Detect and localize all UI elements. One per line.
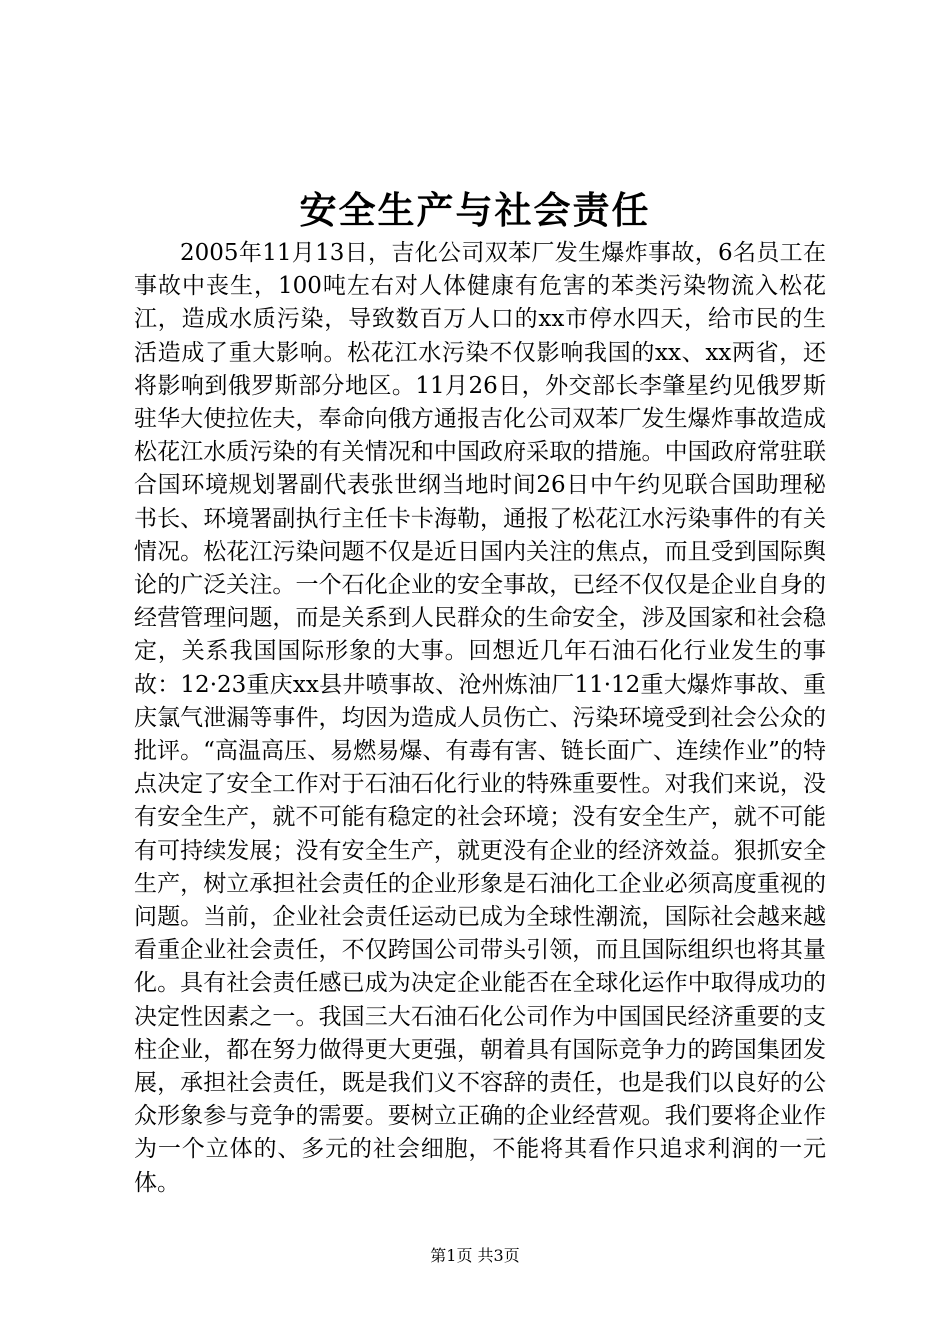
page-indicator: 第1页 共3页 [430, 1246, 520, 1265]
body-paragraph: 2005年11月13日，吉化公司双苯厂发生爆炸事故，6名员工在事故中丧生，100吨左右对人体健康有危害的苯类污染物流入松花江，造成水质污染，导致数百万人口的xx市停水四天，给市民的生活造成了重大影响。松花江水污染不仅影响我国的xx、xx两省，还将影响到俄罗斯部分地区。11月26日，外交部长李肇星约见俄罗斯驻华大使拉佐夫，奉命向俄方通报吉化公司双苯厂发生爆炸事故造成松花江水质污染的有关情况和中国政府采取的措施。中国政府常驻联合国环境规划署副代表张世纲当地时间26日中午约见联合国助理秘书长、环境署副执行主任卡卡海勒，通报了松花江水污染事件的有关情况。松花江污染问题不仅是近日国内关注的焦点，而且受到国际舆论的广泛关注。一个石化企业的安全事故，已经不仅仅是企业自身的经营管理问题，而是关系到人民群众的生命安全，涉及国家和社会稳定，关系我国国际形象的大事。回想近几年石油石化行业发生的事故：12·23重庆xx县井喷事故、沧州炼油厂11·12重大爆炸事故、重庆氯气泄漏等事件，均因为造成人员伤亡、污染环境受到社会公众的批评。“高温高压、易燃易爆、有毒有害、链长面广、连续作业”的特点决定了安全工作对于石油石化行业的特殊重要性。对我们来说，没有安全生产，就不可能有稳定的社会环境；没有安全生产，就不可能有可持续发展；没有安全生产，就更没有企业的经济效益。狠抓安全生产，树立承担社会责任的企业形象是石油化工企业必须高度重视的问题。当前，企业社会责任运动已成为全球性潮流，国际社会越来越看重企业社会责任，不仅跨国公司带头引领，而且国际组织也将其量化。具有社会责任感已成为决定企业能否在全球化运作中取得成功的决定性因素之一。我国三大石油石化公司作为中国国民经济重要的支柱企业，都在努力做得更大更强，朝着具有国际竞争力的跨国集团发展，承担社会责任，既是我们义不容辞的责任，也是我们以良好的公众形象参与竞争的需要。要树立正确的企业经营观。我们要将企业作为一个立体的、多元的社会细胞，不能将其看作只追求利润的一元体。 [134, 240, 826, 1196]
page-footer [0, 1245, 950, 1267]
document-title: 安全生产与社会责任 [299, 188, 651, 232]
